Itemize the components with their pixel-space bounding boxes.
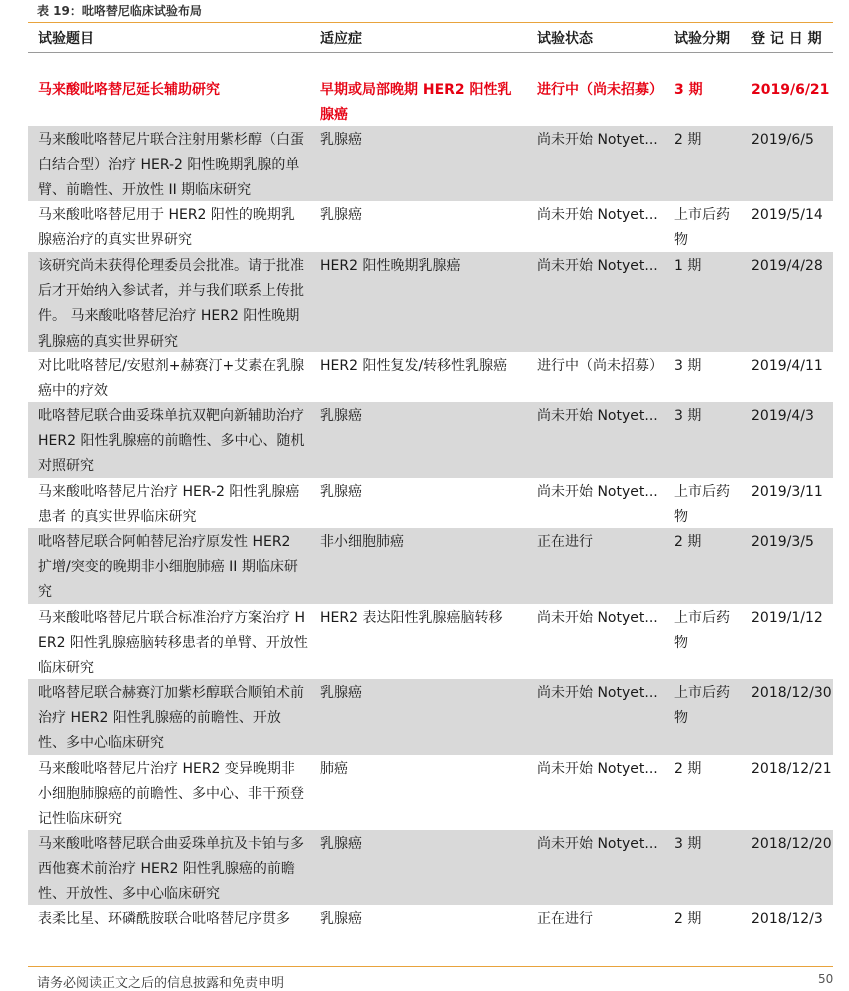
trial-status: 尚未开始 Notyet...: [537, 761, 658, 777]
trial-indication: HER2 阳性复发/转移性乳腺癌: [320, 358, 508, 374]
trial-indication: 肺癌: [320, 761, 348, 777]
header-rule: [28, 52, 833, 53]
trial-status: 正在进行: [537, 911, 593, 927]
trial-phase: 上市后药物: [674, 484, 730, 526]
trial-title: 马来酸吡咯替尼用于 HER2 阳性的晚期乳腺癌治疗的真实世界研究: [38, 207, 295, 249]
trial-date: 2019/5/14: [751, 207, 823, 223]
trial-date: 2019/4/11: [751, 358, 823, 374]
trial-indication: HER2 阳性晚期乳腺癌: [320, 258, 461, 274]
trial-date: 2018/12/21: [751, 761, 832, 777]
trial-title: 马来酸吡咯替尼延长辅助研究: [38, 82, 220, 98]
trial-title: 表柔比星、环磷酰胺联合吡咯替尼序贯多: [38, 911, 290, 927]
trial-title: 对比吡咯替尼/安慰剂+赫赛汀+艾素在乳腺癌中的疗效: [38, 358, 305, 400]
trial-date: 2019/6/5: [751, 132, 814, 148]
trial-indication: 早期或局部晚期 HER2 阳性乳腺癌: [320, 82, 512, 124]
trial-date: 2018/12/30: [751, 685, 832, 701]
trial-phase: 3 期: [674, 82, 703, 98]
trial-indication: 非小细胞肺癌: [320, 534, 404, 550]
table-row: [28, 352, 833, 402]
footer-divider: [28, 966, 833, 967]
trial-phase: 3 期: [674, 408, 702, 424]
table-row: [28, 604, 833, 679]
trial-phase: 上市后药物: [674, 610, 730, 652]
table-caption: 表 19：吡咯替尼临床试验布局: [37, 4, 202, 18]
table-row: [28, 905, 833, 935]
header-phase: 试验分期: [674, 31, 730, 47]
trial-date: 2019/3/11: [751, 484, 823, 500]
header-divider: [28, 22, 833, 23]
table-row: [28, 126, 833, 201]
trial-status: 尚未开始 Notyet...: [537, 132, 658, 148]
trial-phase: 2 期: [674, 761, 702, 777]
trial-phase: 2 期: [674, 534, 702, 550]
trial-phase: 上市后药物: [674, 685, 730, 727]
trial-phase: 1 期: [674, 258, 702, 274]
disclaimer-text: 请务必阅读正文之后的信息披露和免责申明: [37, 976, 285, 991]
trial-indication: 乳腺癌: [320, 132, 362, 148]
table-row: [28, 478, 833, 528]
trial-title: 吡咯替尼联合赫赛汀加紫杉醇联合顺铂术前治疗 HER2 阳性乳腺癌的前瞻性、开放性、多中心临床研究: [38, 685, 304, 752]
trial-date: 2018/12/3: [751, 911, 823, 927]
trial-title: 马来酸吡咯替尼片联合注射用紫杉醇（白蛋白结合型）治疗 HER-2 阳性晚期乳腺的单臂、前瞻性、开放性 II 期临床研究: [38, 132, 304, 199]
table-row-highlighted: [28, 76, 833, 126]
header-date: 登 记 日 期: [751, 31, 822, 47]
page-number: 50: [818, 972, 834, 986]
trial-status: 尚未开始 Notyet...: [537, 685, 658, 701]
trial-title: 马来酸吡咯替尼联合曲妥珠单抗及卡铂与多西他赛术前治疗 HER2 阳性乳腺癌的前瞻性、开放性、多中心临床研究: [38, 836, 304, 903]
trial-title: 马来酸吡咯替尼片治疗 HER2 变异晚期非小细胞肺腺癌的前瞻性、多中心、非干预登记性临床研究: [38, 761, 304, 828]
trial-date: 2019/3/5: [751, 534, 814, 550]
trial-date: 2018/12/20: [751, 836, 832, 852]
trial-phase: 3 期: [674, 836, 702, 852]
trial-phase: 2 期: [674, 911, 702, 927]
trial-status: 正在进行: [537, 534, 593, 550]
table-row: [28, 252, 833, 352]
trial-indication: 乳腺癌: [320, 836, 362, 852]
trial-title: 吡咯替尼联合曲妥珠单抗双靶向新辅助治疗 HER2 阳性乳腺癌的前瞻性、多中心、随机对照研究: [38, 408, 305, 475]
table-row: [28, 830, 833, 905]
trial-status: 进行中（尚未招募）: [537, 358, 663, 374]
trial-indication: 乳腺癌: [320, 408, 362, 424]
table-row: [28, 402, 833, 478]
trial-status: 尚未开始 Notyet...: [537, 484, 658, 500]
trial-status: 尚未开始 Notyet...: [537, 408, 658, 424]
trial-phase: 上市后药物: [674, 207, 730, 249]
trial-indication: HER2 表达阳性乳腺癌脑转移: [320, 610, 503, 626]
trial-title: 吡咯替尼联合阿帕替尼治疗原发性 HER2 扩增/突变的晚期非小细胞肺癌 II 期临床研究: [38, 534, 298, 601]
trial-indication: 乳腺癌: [320, 685, 362, 701]
trial-phase: 3 期: [674, 358, 702, 374]
trial-status: 进行中（尚未招募）: [537, 82, 663, 98]
trial-date: 2019/4/28: [751, 258, 823, 274]
trial-indication: 乳腺癌: [320, 911, 362, 927]
trial-title: 马来酸吡咯替尼片治疗 HER-2 阳性乳腺癌患者 的真实世界临床研究: [38, 484, 300, 526]
trial-title: 马来酸吡咯替尼片联合标准治疗方案治疗 HER2 阳性乳腺癌脑转移患者的单臂、开放性临床研究: [38, 610, 308, 677]
table-row: [28, 679, 833, 755]
header-indication: 适应症: [320, 31, 362, 47]
trial-date: 2019/4/3: [751, 408, 814, 424]
table-row: [28, 528, 833, 604]
table-row: [28, 755, 833, 830]
trial-date: 2019/6/21: [751, 82, 830, 98]
trial-date: 2019/1/12: [751, 610, 823, 626]
trial-status: 尚未开始 Notyet...: [537, 258, 658, 274]
header-title: 试验题目: [38, 31, 94, 47]
trial-phase: 2 期: [674, 132, 702, 148]
trial-status: 尚未开始 Notyet...: [537, 836, 658, 852]
trial-indication: 乳腺癌: [320, 484, 362, 500]
trial-indication: 乳腺癌: [320, 207, 362, 223]
trial-status: 尚未开始 Notyet...: [537, 610, 658, 626]
header-status: 试验状态: [537, 31, 593, 47]
table-row: [28, 201, 833, 252]
trial-status: 尚未开始 Notyet...: [537, 207, 658, 223]
trial-title: 该研究尚未获得伦理委员会批准。请于批准后才开始纳入参试者，并与我们联系上传批件。 马来酸吡咯替尼治疗 HER2 阳性晚期乳腺癌的真实世界研究: [38, 258, 304, 350]
